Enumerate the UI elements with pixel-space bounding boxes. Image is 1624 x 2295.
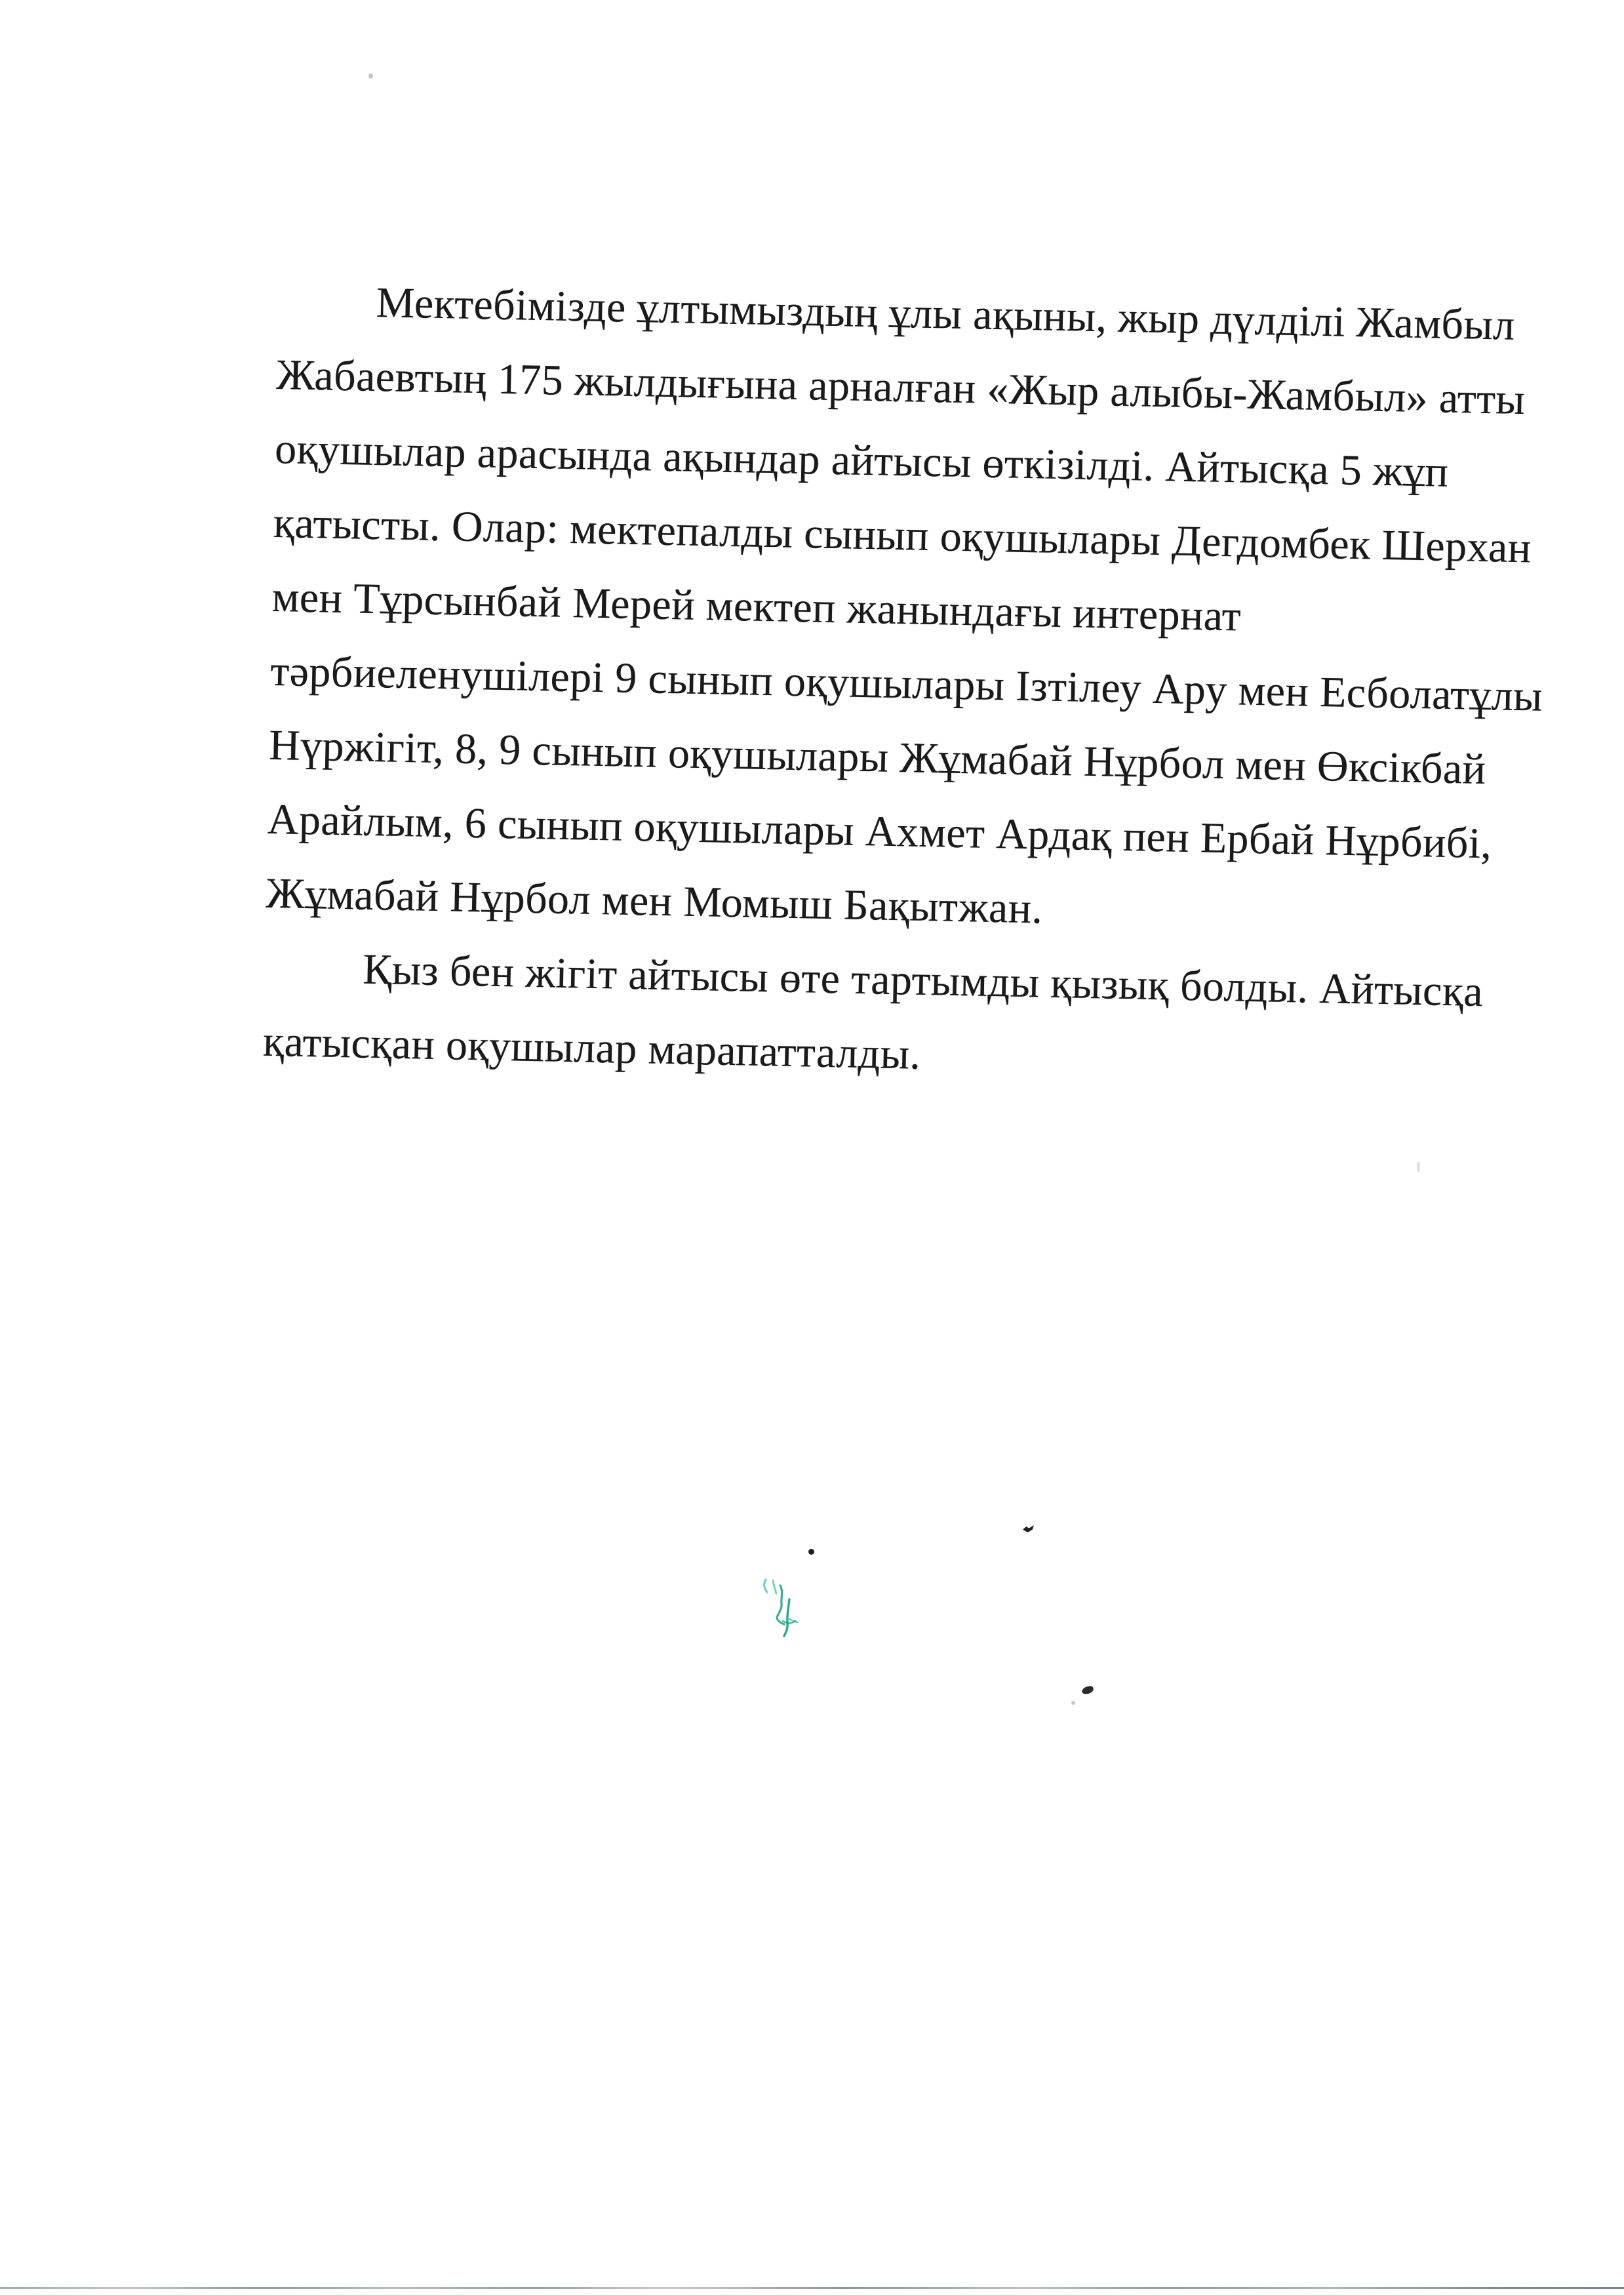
ink-dot <box>808 1549 814 1555</box>
text-line-1: Мектебімізде ұлтымыздың ұлы ақыны, жыр дүлділі Жамбыл <box>376 279 1516 349</box>
faint-dash-mark <box>1417 1162 1419 1172</box>
ink-tick-mark <box>1023 1525 1034 1532</box>
text-line-7: Нүржігіт, 8, 9 сынып оқушылары Жұмабай Нұрбол мен Өксікбай <box>268 721 1487 794</box>
text-line-6: тәрбиеленушілері 9 сынып оқушылары Ізтілеу Ару мен Есболатұлы <box>269 647 1543 721</box>
document-text <box>262 264 1596 1105</box>
text-line-4: қатысты. Олар: мектепалды сынып оқушылары Дегдомбек Шерхан <box>273 498 1532 572</box>
text-line-3: оқушылар арасында ақындар айтысы өткізілді. Айтысқа 5 жұп <box>274 424 1449 496</box>
faint-speck-bottom <box>1071 1701 1075 1705</box>
pen-squiggle-mark <box>734 1567 839 1679</box>
scanner-edge-line <box>0 2287 1624 2289</box>
text-line-11: қатысқан оқушылар марапатталды. <box>262 1017 922 1079</box>
text-line-5: мен Тұрсынбай Мерей мектеп жанындағы интернат <box>271 572 1242 641</box>
text-line-2: Жабаевтың 175 жылдығына арналған «Жыр алыбы-Жамбыл» атты <box>275 350 1526 424</box>
text-line-8: Арайлым, 6 сынып оқушылары Ахмет Ардақ пен Ербай Нұрбибі, <box>267 795 1493 868</box>
text-line-9: Жұмабай Нұрбол мен Момыш Бақытжан. <box>265 869 1044 933</box>
faint-speck-top <box>368 73 373 79</box>
text-line-10: Қыз бен жігіт айтысы өте тартымды қызық болды. Айтысқа <box>362 945 1484 1016</box>
ink-blob-mark <box>1081 1685 1094 1695</box>
